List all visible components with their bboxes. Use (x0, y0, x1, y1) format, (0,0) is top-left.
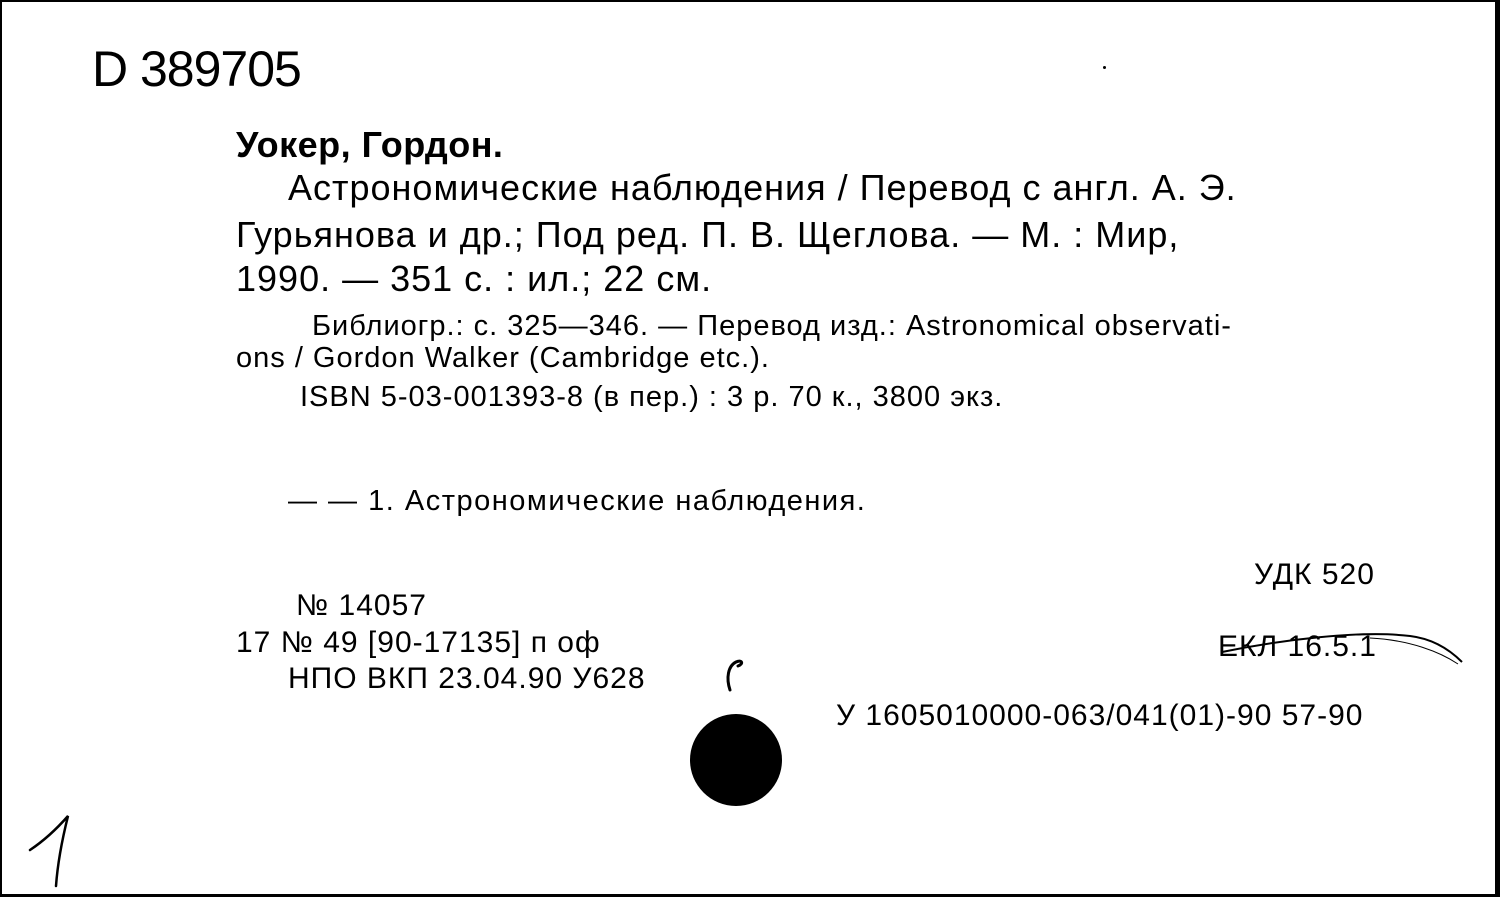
title-line-3: 1990. — 351 с. : ил.; 22 см. (236, 258, 713, 299)
card-edge-top (0, 0, 1500, 2)
bibliography-note-line-1: Библиогр.: с. 325—346. — Перевод изд.: Astronomical observati- (312, 310, 1232, 342)
publisher-line: НПО ВКП 23.04.90 У628 (288, 662, 646, 695)
classification-code: У 1605010000-063/041(01)-90 57-90 (836, 699, 1364, 732)
title-line-1: Астрономические наблюдения / Перевод с англ. А. Э. (288, 167, 1237, 208)
handwritten-tick-icon (718, 654, 748, 694)
bibliography-note-line-2: ons / Gordon Walker (Cambridge etc.). (236, 342, 770, 374)
title-line-2: Гурьянова и др.; Под ред. П. В. Щеглова. — М. : Мир, (236, 214, 1180, 255)
ekl-code: ЕКЛ 16.5.1 (1218, 630, 1377, 663)
isbn-line: ISBN 5-03-001393-8 (в пер.) : 3 р. 70 к., 3800 экз. (300, 381, 1004, 413)
author-heading: Уокер, Гордон. (236, 124, 504, 165)
card-edge-left (0, 0, 2, 897)
subject-heading: — — 1. Астрономические наблюдения. (288, 485, 867, 517)
ink-speck (1103, 66, 1106, 69)
punch-hole-icon (690, 714, 782, 806)
print-order-line: 17 № 49 [90-17135] п оф (236, 626, 601, 659)
card-edge-right (1495, 0, 1500, 897)
strike-through-mark (1220, 630, 1465, 670)
call-number: D 389705 (92, 41, 301, 97)
record-number: № 14057 (296, 589, 427, 622)
udc-code: УДК 520 (1254, 558, 1375, 591)
handwritten-one-icon (24, 812, 84, 892)
